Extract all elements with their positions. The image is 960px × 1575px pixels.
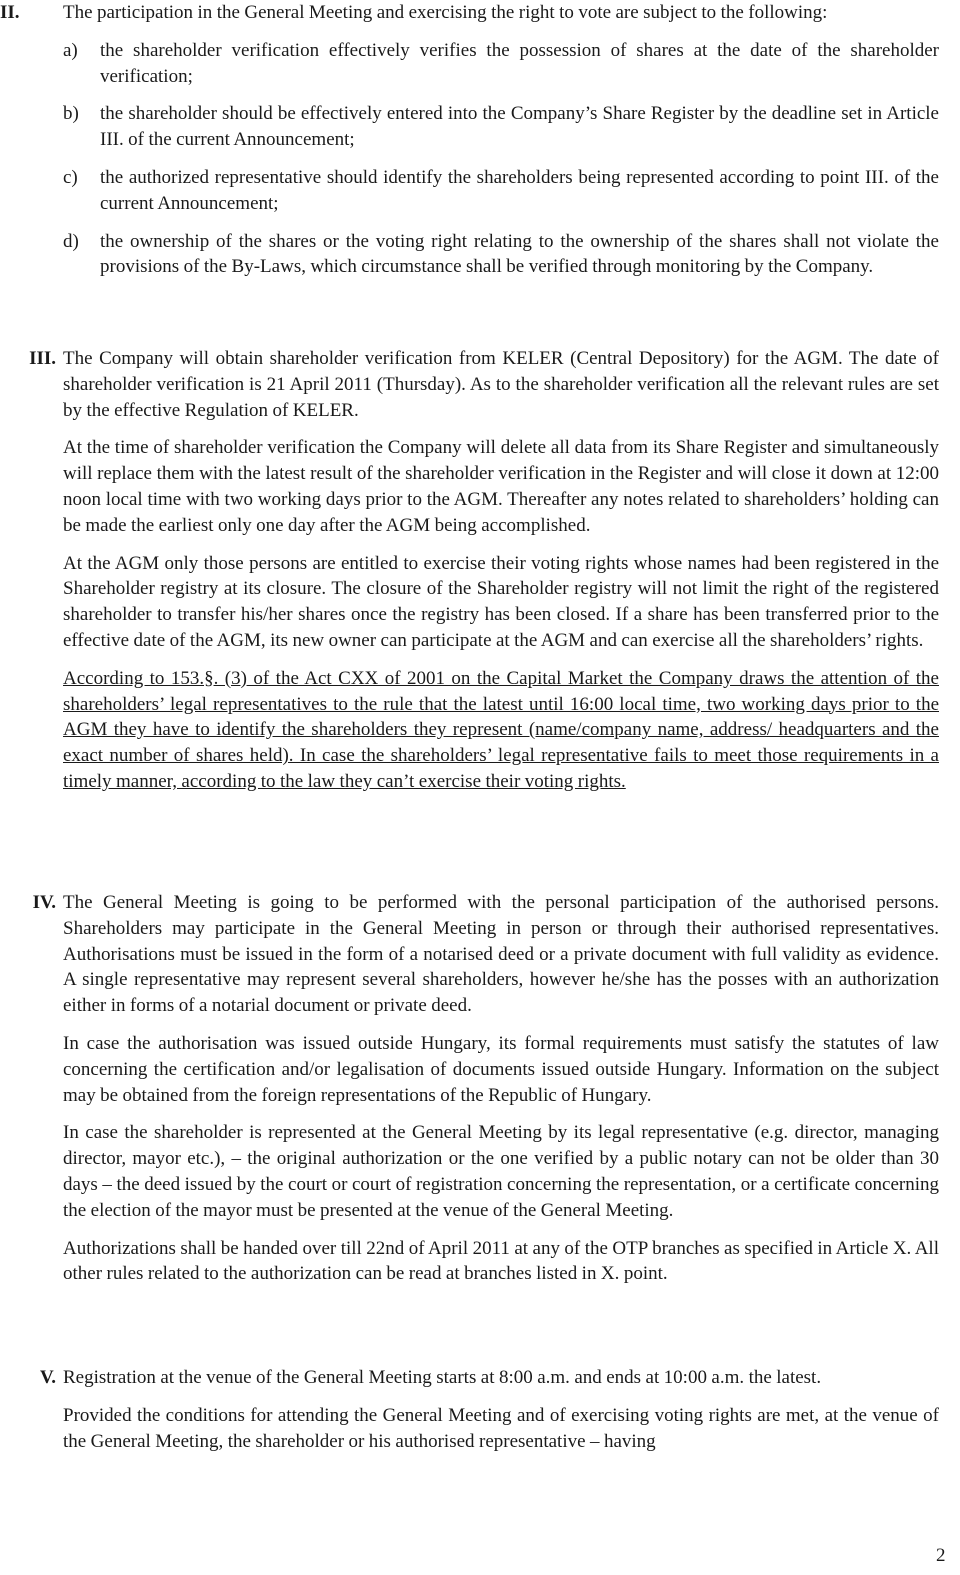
condition-list: [63, 38, 939, 280]
list-item: [63, 165, 939, 217]
underlined-paragraph: According to 153.§. (3) of the Act CXX of 2001 on the Capital Market the Company draws the attention of the shareholders’ legal representatives to the rule that the latest until 16:00 local time, two working days prior to the AGM they have to identify the shareholders they represent (name/company name, address/ headquarters and the exact number of shares held). In case the shareholders’ legal representative fails to meet those requirements in a timely manner, according to the law they can’t exercise their voting rights.: [63, 667, 939, 792]
list-item-label: b): [63, 103, 79, 125]
section-body: [63, 1365, 939, 1466]
list-item-text: the ownership of the shares or the voting right relating to the ownership of the shares shall not violate the provisions of the By-Laws, which circumstance shall be verified through monitoring by the Company.: [100, 230, 939, 278]
paragraph: In case the shareholder is represented at the General Meeting by its legal representative (e.g. director, managing director, mayor etc.), – the original authorization or the one verified by a public notary can not be older than 30 days – the deed issued by the court or court of registration concerning the representation, or a certificate concerning the election of the mayor must be presented at the venue of the General Meeting.: [63, 1122, 939, 1221]
section-body: [63, 346, 939, 807]
section-number: III.: [29, 348, 56, 369]
paragraph: At the time of shareholder verification the Company will delete all data from its Share Register and simultaneously will replace them with the latest result of the shareholder verification in the Register and will close it down at 12:00 noon local time with two working days prior to the AGM. Thereafter any notes related to shareholders’ holding can be made the earliest only one day after the AGM being accomplished.: [63, 437, 939, 536]
paragraph: Authorizations shall be handed over till 22nd of April 2011 at any of the OTP branches as specified in Article X. All other rules related to the authorization can be read at branches listed in X. point.: [63, 1237, 939, 1285]
section-number: II.: [0, 2, 20, 23]
section-body: [63, 890, 939, 1299]
section-intro: The participation in the General Meeting and exercising the right to vote are subject to the following:: [63, 2, 828, 23]
paragraph: In case the authorisation was issued outside Hungary, its formal requirements must satisfy the statutes of law concerning the certification and/or legalisation of documents issued outside Hungary. Information on the subject may be obtained from the foreign representations of the Republic of Hungary.: [63, 1032, 939, 1106]
list-item-text: the shareholder verification effectively verifies the possession of shares at the date of the shareholder verification;: [100, 39, 939, 87]
section-number: V.: [39, 1367, 56, 1388]
list-item-label: c): [63, 166, 78, 188]
list-item-text: the authorized representative should identify the shareholders being represented according to point III. of the current Announcement;: [100, 166, 939, 214]
paragraph: Provided the conditions for attending the General Meeting and of exercising voting rights are met, at the venue of the General Meeting, the shareholder or his authorised representative – having: [63, 1404, 939, 1452]
list-item-text: the shareholder should be effectively entered into the Company’s Share Register by the deadline set in Article III. of the current Announcement;: [100, 103, 939, 151]
section-body: [63, 0, 939, 280]
paragraph: Registration at the venue of the General Meeting starts at 8:00 a.m. and ends at 10:00 a.m. the latest.: [63, 1367, 822, 1388]
page-number: 2: [936, 1545, 946, 1566]
list-item-label: a): [63, 39, 78, 61]
paragraph: The Company will obtain shareholder verification from KELER (Central Depository) for the AGM. The date of shareholder verification is 21 April 2011 (Thursday). As to the shareholder verification all the relevant rules are set by the effective Regulation of KELER.: [63, 348, 939, 421]
paragraph: The General Meeting is going to be performed with the personal participation of the authorised persons. Shareholders may participate in the General Meeting in person or through their authorised representatives. Authorisations must be issued in the form of a notarised deed or a private document with full validity as evidence. A single representative may represent several shareholders, however he/she has the posses with an authorization either in forms of a notarial document or private deed.: [63, 892, 939, 1017]
section-number: IV.: [32, 892, 56, 913]
list-item: [63, 101, 939, 153]
list-item: [63, 229, 939, 281]
list-item: [63, 38, 939, 90]
list-item-label: d): [63, 230, 79, 252]
paragraph: At the AGM only those persons are entitled to exercise their voting rights whose names had been registered in the Shareholder registry at its closure. The closure of the Shareholder registry will not limit the right of the registered shareholder to transfer his/her shares once the registry has been closed. If a share has been transferred prior to the effective date of the AGM, its new owner can participate at the AGM and can exercise all the shareholders’ rights.: [63, 552, 939, 651]
